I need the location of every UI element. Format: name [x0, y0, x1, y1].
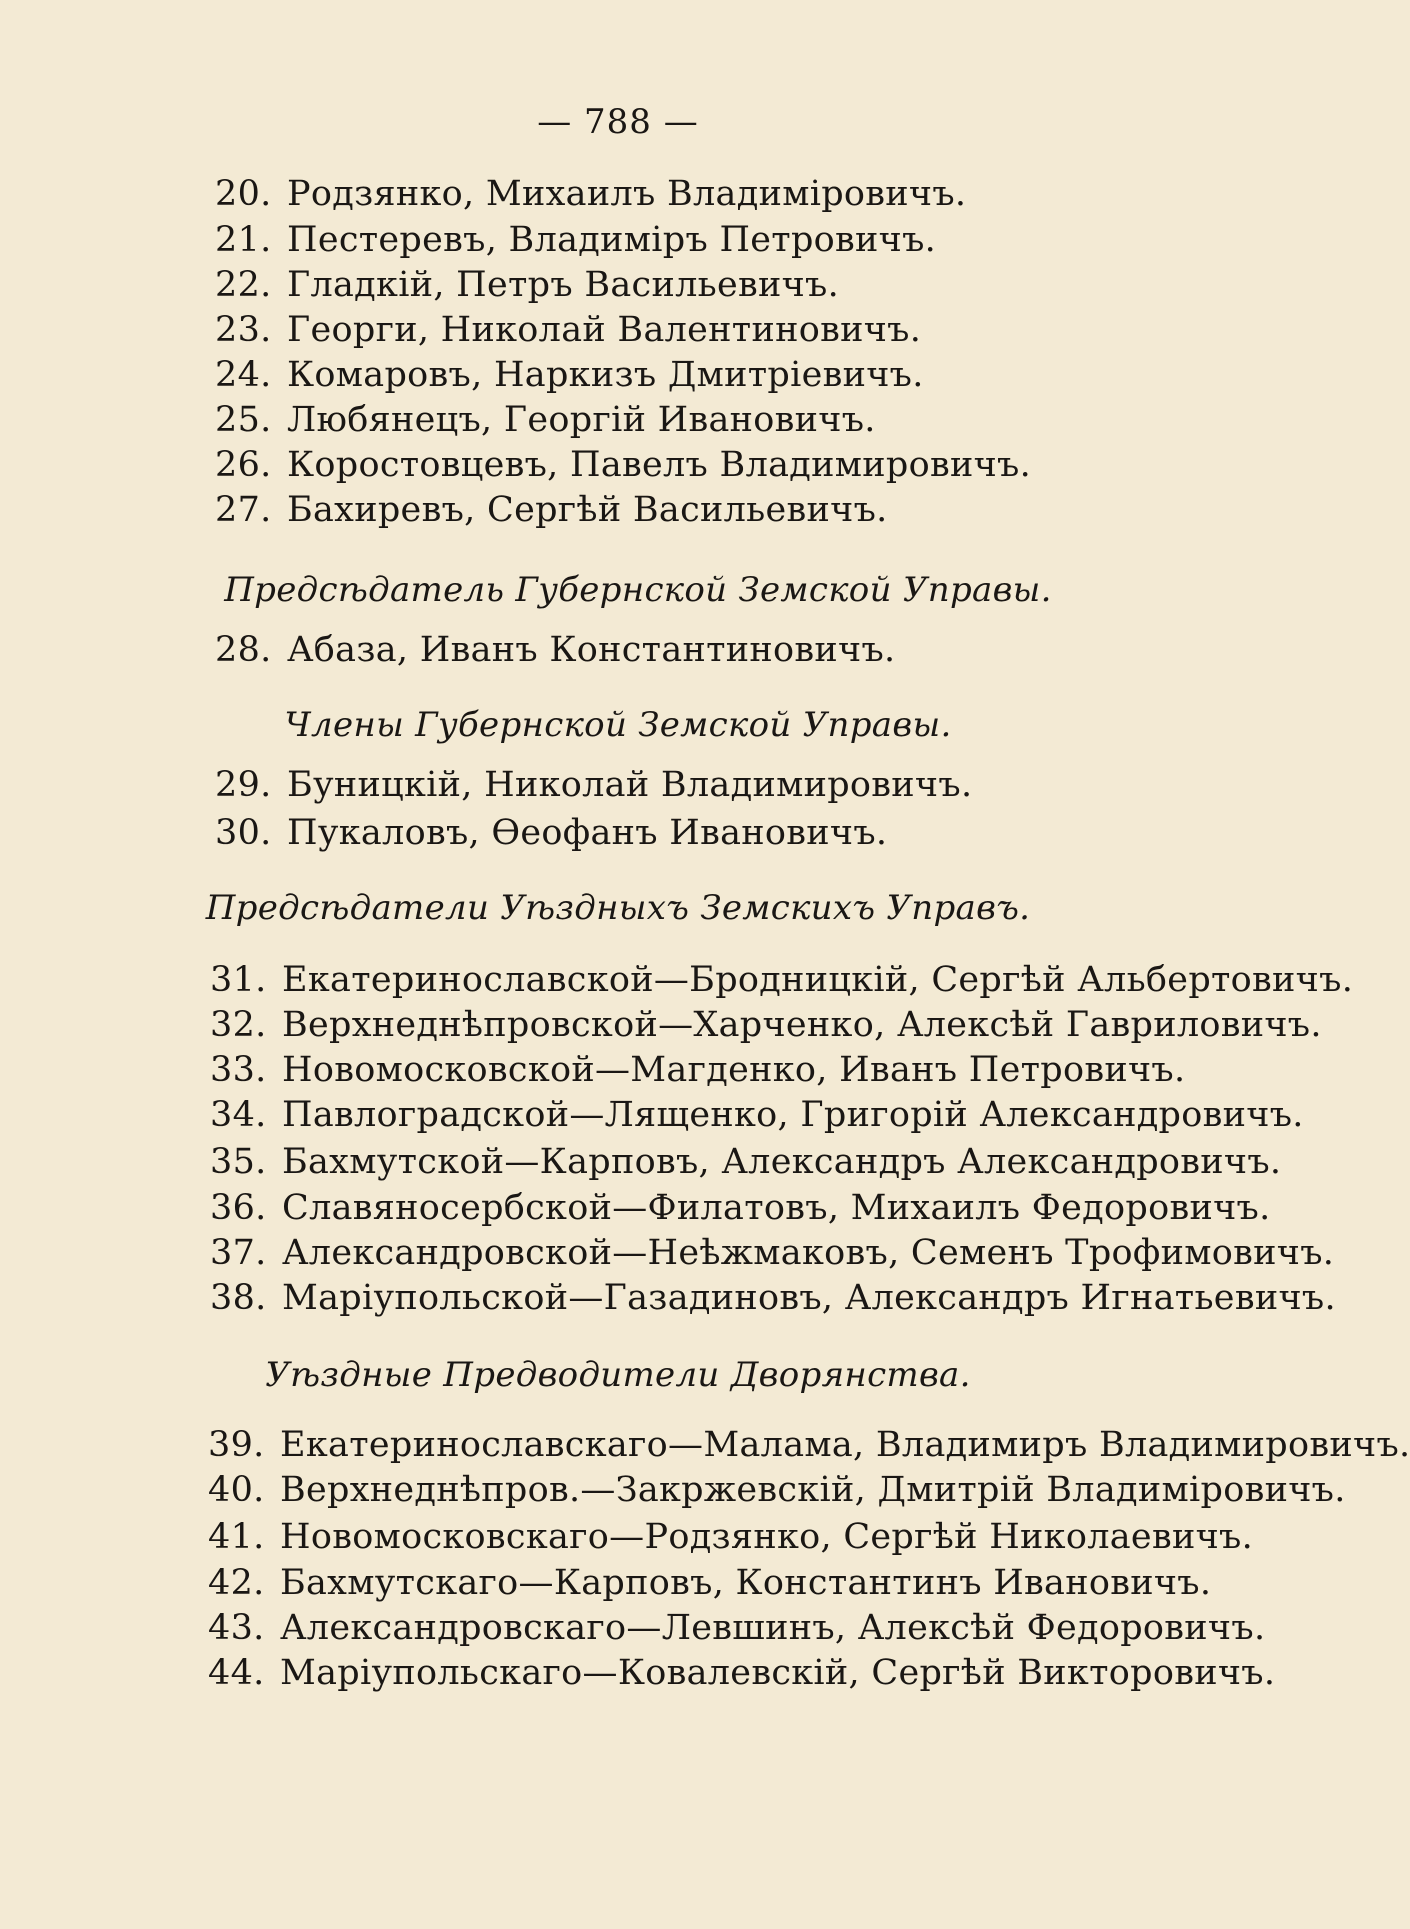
list-item	[210, 1095, 1304, 1135]
item-text: Пукаловъ, Ѳеофанъ Ивановичъ.	[287, 813, 888, 853]
item-number: 29.	[215, 765, 272, 805]
item-text: Коростовцевъ, Павелъ Владимировичъ.	[287, 445, 1032, 485]
list-item	[208, 1517, 1253, 1557]
section-heading-chairman: Предсѣдатель Губернской Земской Управы.	[224, 570, 1052, 610]
item-text: Новомосковскаго—Родзянко, Сергѣй Николаевичъ.	[280, 1517, 1254, 1557]
item-number: 24.	[215, 355, 272, 395]
item-number: 23.	[215, 310, 272, 350]
list-item	[208, 1563, 1211, 1603]
item-text: Бахиревъ, Сергѣй Васильевичъ.	[287, 490, 888, 530]
item-text: Верхнеднѣпров.—Закржевскiй, Дмитрiй Владимiровичъ.	[280, 1470, 1346, 1510]
item-number: 39.	[208, 1425, 265, 1465]
item-text: Пестеревъ, Владимiръ Петровичъ.	[287, 220, 937, 260]
item-text: Любянецъ, Георгiй Ивановичъ.	[287, 400, 876, 440]
list-item	[210, 1050, 1185, 1090]
page-number: — 788 —	[537, 102, 699, 142]
item-number: 35.	[210, 1142, 267, 1182]
item-number: 42.	[208, 1563, 265, 1603]
list-item	[208, 1653, 1275, 1693]
item-text: Александровскаго—Левшинъ, Алексѣй Федоровичъ.	[280, 1608, 1266, 1648]
item-text: Родзянко, Михаилъ Владимiровичъ.	[287, 174, 967, 214]
item-number: 37.	[210, 1233, 267, 1273]
list-item	[215, 265, 839, 305]
item-number: 27.	[215, 490, 272, 530]
item-text: Марiупольскаго—Ковалевскiй, Сергѣй Викторовичъ.	[280, 1653, 1276, 1693]
item-number: 43.	[208, 1608, 265, 1648]
section-heading-district-chairmen: Предсѣдатели Уѣздныхъ Земскихъ Управъ.	[205, 888, 1031, 928]
list-item	[208, 1425, 1410, 1465]
item-number: 40.	[208, 1470, 265, 1510]
item-number: 31.	[210, 960, 267, 1000]
item-text: Абаза, Иванъ Константиновичъ.	[287, 630, 896, 670]
list-item	[215, 630, 895, 670]
item-number: 28.	[215, 630, 272, 670]
item-number: 44.	[208, 1653, 265, 1693]
list-item	[210, 1005, 1322, 1045]
list-item	[210, 1142, 1281, 1182]
list-item	[208, 1470, 1346, 1510]
item-text: Новомосковской—Магденко, Иванъ Петровичъ.	[282, 1050, 1186, 1090]
item-number: 30.	[215, 813, 272, 853]
section-heading-members: Члены Губернской Земской Управы.	[284, 705, 952, 745]
item-number: 36.	[210, 1188, 267, 1228]
item-text: Марiупольской—Газадиновъ, Александръ Игнатьевичъ.	[282, 1278, 1336, 1318]
item-text: Павлоградской—Лященко, Григорiй Александровичъ.	[282, 1095, 1304, 1135]
list-item	[210, 960, 1353, 1000]
item-text: Гладкiй, Петръ Васильевичъ.	[287, 265, 840, 305]
list-item	[215, 490, 888, 530]
list-item	[208, 1608, 1265, 1648]
section-heading-marshals: Уѣздные Предводители Дворянства.	[265, 1355, 971, 1395]
item-number: 25.	[215, 400, 272, 440]
item-text: Екатеринославской—Бродницкiй, Сергѣй Альбертовичъ.	[282, 960, 1354, 1000]
item-text: Бахмутской—Карповъ, Александръ Александровичъ.	[282, 1142, 1282, 1182]
item-text: Славяносербской—Филатовъ, Михаилъ Федоровичъ.	[282, 1188, 1271, 1228]
list-item	[210, 1188, 1271, 1228]
item-number: 32.	[210, 1005, 267, 1045]
list-item	[215, 400, 876, 440]
item-number: 41.	[208, 1517, 265, 1557]
item-text: Буницкiй, Николай Владимировичъ.	[287, 765, 973, 805]
list-item	[215, 310, 921, 350]
item-number: 22.	[215, 265, 272, 305]
item-number: 38.	[210, 1278, 267, 1318]
item-number: 26.	[215, 445, 272, 485]
list-item	[215, 220, 936, 260]
item-text: Александровской—Неѣжмаковъ, Семенъ Трофимовичъ.	[282, 1233, 1335, 1273]
item-number: 21.	[215, 220, 272, 260]
list-item	[210, 1278, 1336, 1318]
item-text: Георги, Николай Валентиновичъ.	[287, 310, 922, 350]
item-number: 33.	[210, 1050, 267, 1090]
item-text: Бахмутскаго—Карповъ, Константинъ Ивановичъ.	[280, 1563, 1212, 1603]
list-item	[215, 445, 1031, 485]
item-text: Екатеринославскаго—Малама, Владимиръ Владимировичъ.	[280, 1425, 1410, 1465]
list-item	[215, 355, 924, 395]
list-item	[215, 174, 966, 214]
list-item	[215, 813, 887, 853]
item-number: 34.	[210, 1095, 267, 1135]
item-text: Комаровъ, Наркизъ Дмитрiевичъ.	[287, 355, 924, 395]
list-item	[215, 765, 972, 805]
item-number: 20.	[215, 174, 272, 214]
list-item	[210, 1233, 1334, 1273]
item-text: Верхнеднѣпровской—Харченко, Алексѣй Гавриловичъ.	[282, 1005, 1322, 1045]
